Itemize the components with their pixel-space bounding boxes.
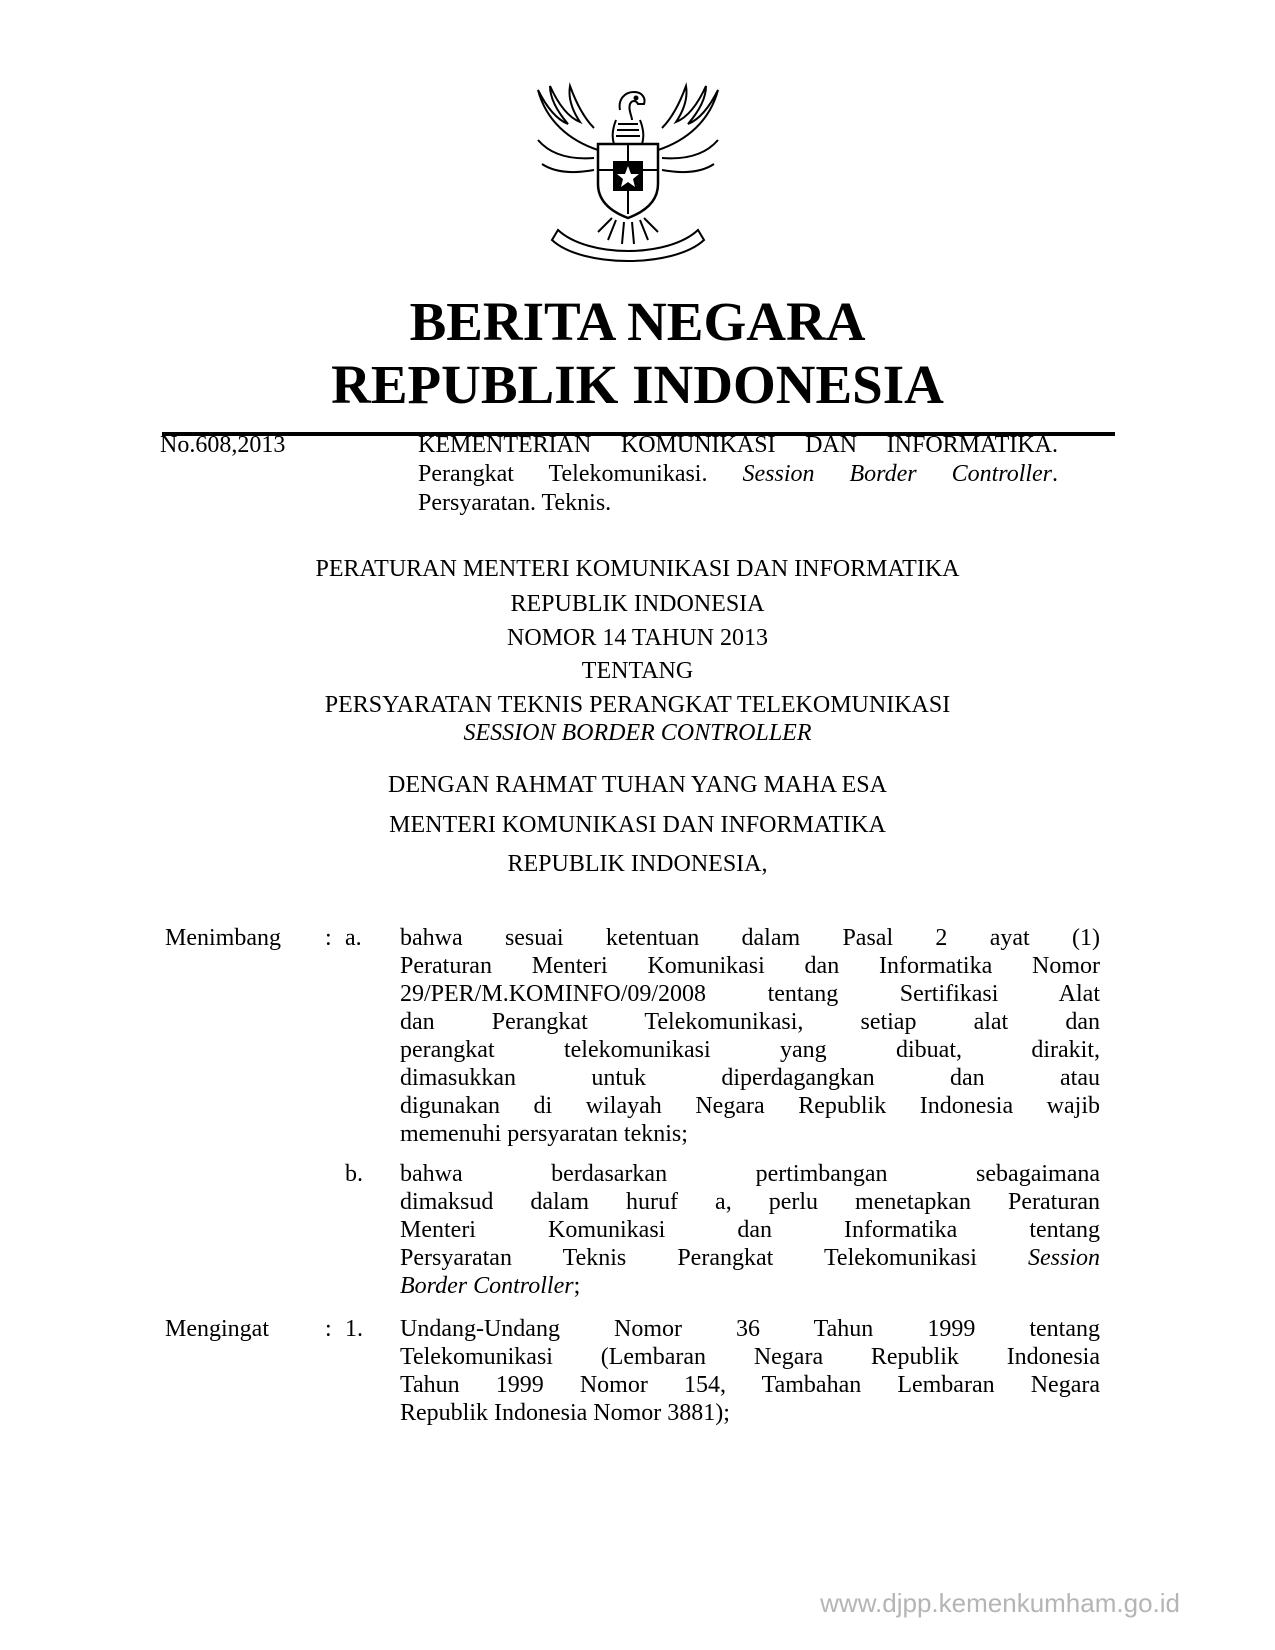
title-line-5: PERSYARATAN TEKNIS PERANGKAT TELEKOMUNIKASI: [324, 692, 951, 718]
masthead-subtitle: REPUBLIK INDONESIA: [331, 354, 944, 415]
mengingat-1-line: Telekomunikasi (Lembaran Negara Republik Indonesia: [400, 1344, 1100, 1370]
mengingat-label: Mengingat: [165, 1316, 269, 1342]
header-line-1: KEMENTERIAN KOMUNIKASI DAN INFORMATIKA.: [418, 432, 1058, 458]
menimbang-b-line: bahwa berdasarkan pertimbangan sebagaimana: [400, 1161, 1100, 1187]
title-line-1: PERATURAN MENTERI KOMUNIKASI DAN INFORMATIKA: [315, 556, 960, 582]
menimbang-a-line: perangkat telekomunikasi yang dibuat, dirakit,: [400, 1037, 1100, 1063]
preamble-line-1: DENGAN RAHMAT TUHAN YANG MAHA ESA: [388, 772, 887, 798]
masthead-title: BERITA NEGARA: [409, 291, 866, 352]
gazette-number: No.608,2013: [160, 432, 286, 458]
mengingat-colon: :: [325, 1316, 332, 1342]
menimbang-a-line: dimasukkan untuk diperdagangkan dan atau: [400, 1065, 1100, 1091]
menimbang-b-line: Menteri Komunikasi dan Informatika tentang: [400, 1217, 1100, 1243]
mengingat-1-line: Tahun 1999 Nomor 154, Tambahan Lembaran Negara: [400, 1372, 1100, 1398]
menimbang-a-mark: a.: [345, 925, 362, 951]
preamble-line-2: MENTERI KOMUNIKASI DAN INFORMATIKA: [389, 812, 886, 838]
title-line-3: NOMOR 14 TAHUN 2013: [507, 625, 768, 651]
menimbang-colon: :: [325, 925, 332, 951]
menimbang-b-line: Persyaratan Teknis Perangkat Telekomunikasi Session: [400, 1245, 1100, 1271]
footer-url: www.djpp.kemenkumham.go.id: [820, 1588, 1180, 1618]
mengingat-1-line: Republik Indonesia Nomor 3881);: [400, 1400, 730, 1426]
title-line-6: SESSION BORDER CONTROLLER: [463, 720, 812, 746]
preamble-line-3: REPUBLIK INDONESIA,: [507, 851, 768, 877]
menimbang-a-line: bahwa sesuai ketentuan dalam Pasal 2 ayat (1): [400, 925, 1100, 951]
menimbang-a-line: memenuhi persyaratan teknis;: [400, 1121, 688, 1147]
header-line-2: Perangkat Telekomunikasi. Session Border Controller.: [418, 461, 1059, 487]
mengingat-1-line: Undang-Undang Nomor 36 Tahun 1999 tentang: [400, 1316, 1100, 1342]
menimbang-label: Menimbang: [165, 925, 281, 951]
menimbang-b-line: dimaksud dalam huruf a, perlu menetapkan Peraturan: [400, 1189, 1100, 1215]
mengingat-1-mark: 1.: [345, 1316, 363, 1342]
title-line-2: REPUBLIK INDONESIA: [510, 591, 765, 617]
title-line-4: TENTANG: [581, 658, 694, 684]
menimbang-b-line: Border Controller;: [400, 1273, 581, 1299]
menimbang-a-line: digunakan di wilayah Negara Republik Indonesia wajib: [400, 1093, 1100, 1119]
header-line-3: Persyaratan. Teknis.: [418, 490, 612, 516]
menimbang-b-mark: b.: [345, 1161, 363, 1187]
garuda-emblem-icon: [528, 80, 728, 276]
menimbang-a-line: dan Perangkat Telekomunikasi, setiap alat dan: [400, 1009, 1100, 1035]
menimbang-a-line: Peraturan Menteri Komunikasi dan Informatika Nomor: [400, 953, 1100, 979]
menimbang-a-line: 29/PER/M.KOMINFO/09/2008 tentang Sertifikasi Alat: [400, 981, 1100, 1007]
